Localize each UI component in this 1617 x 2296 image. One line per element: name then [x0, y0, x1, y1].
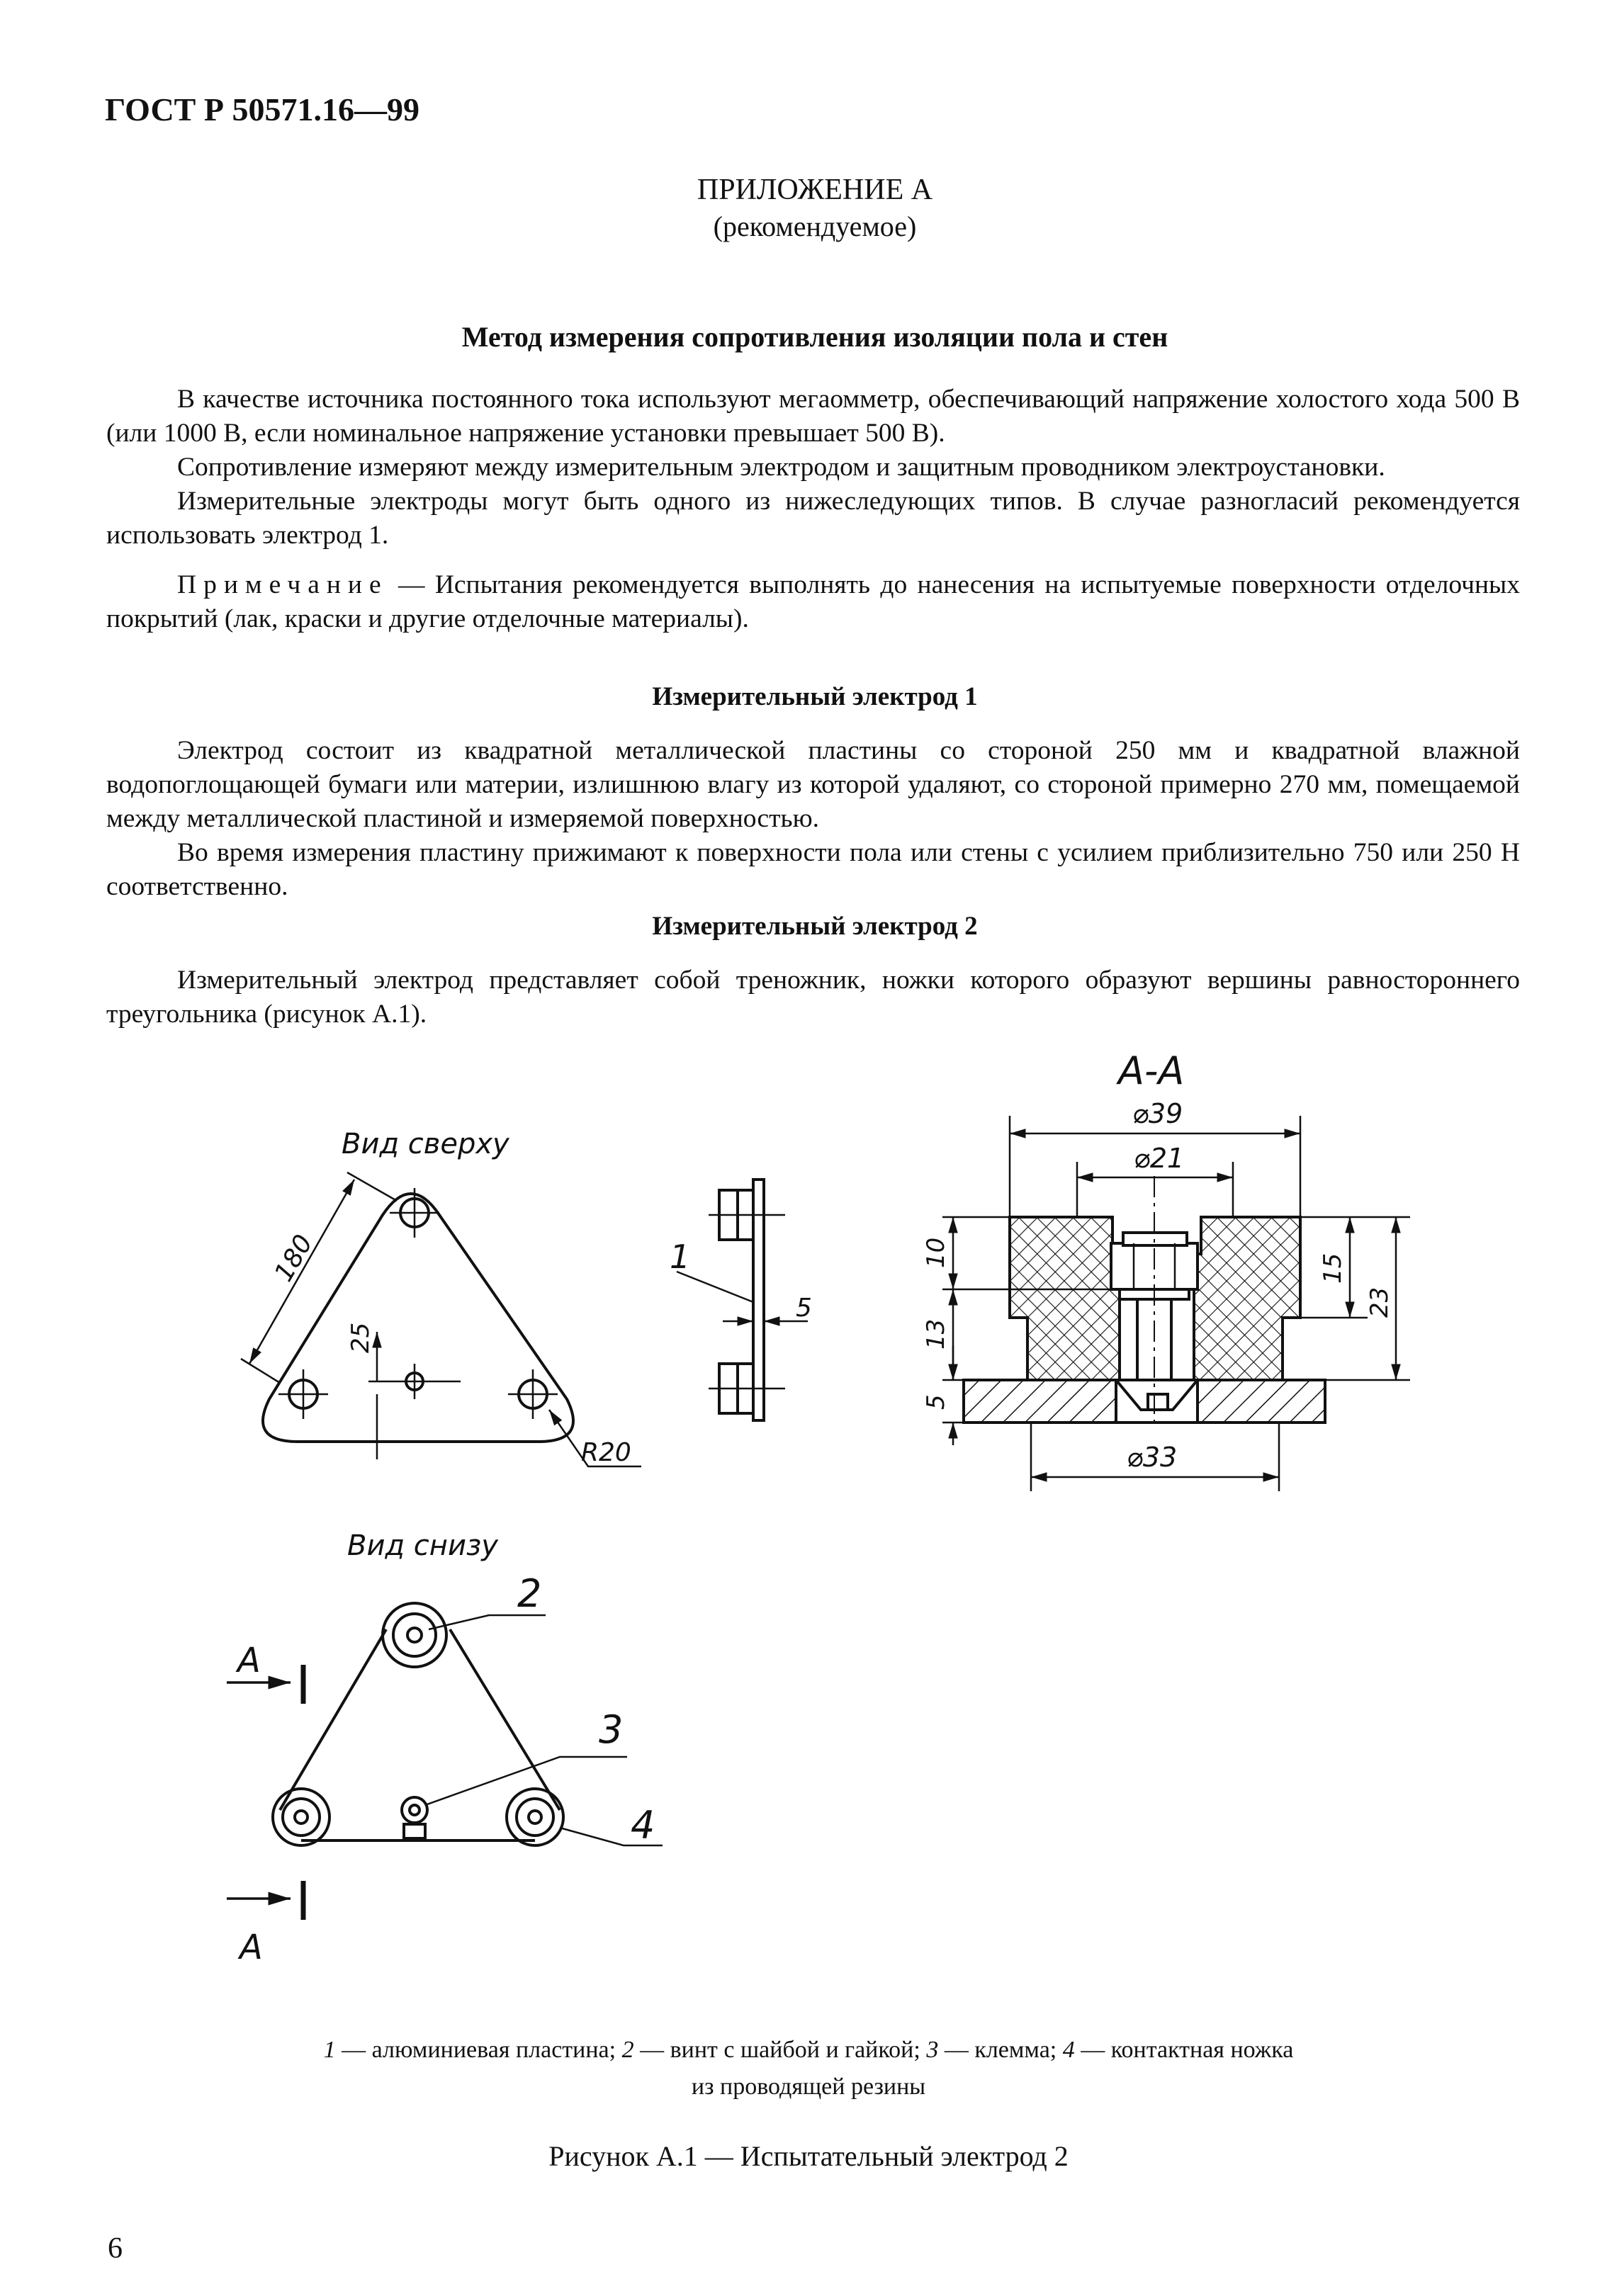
callout-4: 4: [631, 1803, 655, 1848]
bottom-view-label: Вид снизу: [347, 1529, 498, 1562]
top-view-label: Вид сверху: [342, 1128, 509, 1160]
legend-text: — клемма;: [938, 2037, 1063, 2063]
callout-1: 1: [670, 1238, 691, 1276]
contact-foot: [383, 1603, 446, 1667]
section-title: Метод измерения сопротивления изоляции пола и стен: [461, 321, 1168, 353]
legend-text: — винт с шайбой и гайкой;: [633, 2037, 927, 2063]
dim-d21: ⌀21: [1134, 1143, 1185, 1174]
appendix-title: ПРИЛОЖЕНИЕ А: [697, 174, 933, 206]
terminal: [402, 1797, 427, 1838]
paragraph: Сопротивление измеряют между измерительным электродом и защитным проводником электроустановки.: [177, 453, 1385, 482]
dim-h10: 10: [922, 1237, 950, 1268]
legend-num: 4: [1062, 2037, 1075, 2063]
hole: [278, 1369, 328, 1419]
dim-h5: 5: [922, 1394, 950, 1410]
dim-h15: 15: [1319, 1252, 1347, 1284]
top-view: [241, 1172, 641, 1466]
paragraph: Измерительный электрод представляет собой треножник, ножки которого образуют вершины равностороннего треугольника (рисунок А.1).: [106, 966, 1520, 1029]
side-view: [677, 1180, 808, 1420]
section-view: [964, 1176, 1325, 1424]
dim-plate-gap: 5: [796, 1294, 812, 1323]
figure-legend: [0, 2032, 1617, 2105]
legend-num: 2: [621, 2037, 634, 2063]
paragraph: Во время измерения пластину прижимают к поверхности пола или стены с усилием приблизительно 750 или 250 Н соответственно.: [106, 838, 1520, 901]
page-number: 6: [108, 2232, 123, 2265]
legend-num: 3: [926, 2037, 939, 2063]
legend-line-1: [0, 2032, 1617, 2069]
paragraph: Измерительные электроды могут быть одного из нижеследующих типов. В случае разногласий рекомендуется использовать электрод 1.: [106, 487, 1520, 550]
dim-radius: R20: [581, 1438, 631, 1467]
electrode2-title: Измерительный электрод 2: [652, 912, 978, 941]
contact-foot: [273, 1789, 329, 1845]
dim-offset: 25: [346, 1322, 375, 1353]
dim-h23: 23: [1365, 1286, 1394, 1318]
note-text: — Испытания рекомендуется выполнять до нанесения на испытуемые поверхности отделочных покрытий (лак, краски и другие отделочные материалы).: [106, 570, 1520, 633]
figure-caption: Рисунок А.1 — Испытательный электрод 2: [548, 2140, 1069, 2172]
callout-2: 2: [517, 1571, 542, 1616]
dim-d39: ⌀39: [1132, 1098, 1183, 1129]
legend-num: 1: [323, 2037, 336, 2063]
section-mark-top: А: [237, 1641, 261, 1680]
callout-3: 3: [599, 1707, 624, 1752]
legend-text: — контактная ножка: [1074, 2037, 1294, 2063]
bottom-view: [227, 1603, 663, 1920]
contact-foot: [507, 1789, 563, 1845]
paragraph: В качестве источника постоянного тока используют мегаомметр, обеспечивающий напряжение холостого хода 500 В (или 1000 В, если номинальное напряжение установки превышает 500 В).: [106, 385, 1520, 448]
section-label: А-А: [1118, 1048, 1185, 1093]
hole: [390, 1188, 439, 1238]
center-mark: [368, 1364, 461, 1399]
legend-line-2: из проводящей резины: [691, 2074, 926, 2100]
electrode1-title: Измерительный электрод 1: [652, 682, 978, 711]
appendix-subtitle: (рекомендуемое): [713, 210, 917, 242]
document-code: ГОСТ Р 50571.16—99: [105, 91, 419, 128]
section-mark-bottom: А: [240, 1928, 263, 1967]
legend-text: — алюминиевая пластина;: [335, 2037, 622, 2063]
note-label: Примечание: [177, 570, 388, 599]
dim-side: 180: [269, 1230, 319, 1287]
dim-h13: 13: [922, 1318, 950, 1350]
dim-d33: ⌀33: [1127, 1442, 1178, 1473]
paragraph: Электрод состоит из квадратной металлической пластины со стороной 250 мм и квадратной влажной водопоглощающей бумаги или материи, излишнюю влагу из которой удаляют, со стороной примерно 270 мм, помещаемой между металлической пластиной и измеряемой поверхностью.: [106, 736, 1520, 833]
